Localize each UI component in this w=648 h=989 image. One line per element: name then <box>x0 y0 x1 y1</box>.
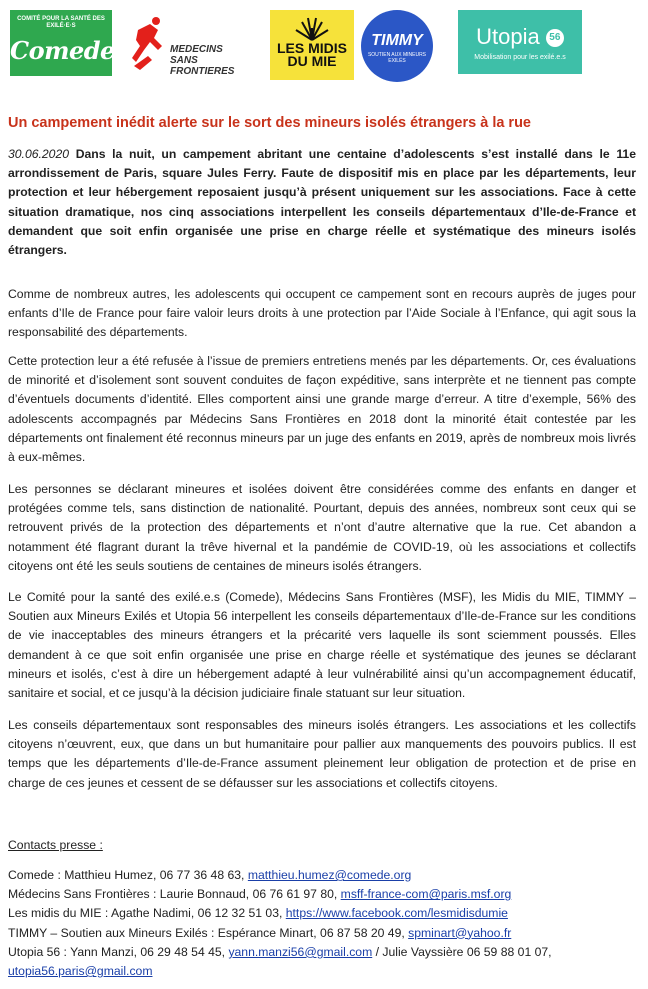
logo-bar <box>0 6 648 90</box>
page-title: Un campement inédit alerte sur le sort des mineurs isolés étrangers à la rue <box>8 115 531 131</box>
body-paragraph-4: Le Comité pour la santé des exilé.e.s (Comede), Médecins Sans Frontières (MSF), les Midis du MIE, TIMMY – Soutien aux Mineurs Exilés et Utopia 56 interpellent les conseils départementaux d’Ile-de-France sur les conditions de vie inacceptables des mineurs étrangers et la précarité vers laquelle ils sont sciemment poussés. Elles demandent à ce que soit enfin organisée une prise en charge réelle et systématique des jeunes se déclarant mineurs et isolés, c’est à dire un hébergement adapté à leur vulnérabilité ainsi qu’un accompagnement éducatif, sanitaire et social, et ce jusqu’à la décision judiciaire finale statuant sur leur situation. <box>8 590 636 701</box>
contacts-list <box>8 866 552 981</box>
contact-midis: Les midis du MIE : Agathe Nadimi, 06 12 32 51 03, https://www.facebook.com/lesmidisdumie <box>8 906 508 921</box>
timmy-logo-title: TIMMY <box>371 32 423 49</box>
body-paragraph-2: Cette protection leur a été refusée à l’issue de premiers entretiens menés par les départements. Or, ces évaluations de minorité et d’isolement sont souvent conduites de façon expéditive, sans interprète et ne tiennent pas compte d’éventuels documents d’identité. Elles comportent ainsi une grande marge d’erreur. A titre d’exemple, 56% des adolescents accompagnés par Médecins Sans Frontières en 2018 dont la minorité était contestée par les départements ont finalement été reconnus mineurs par un juge des enfants en 2019, après de nombreux mois livrés à eux-mêmes. <box>8 354 636 465</box>
contact-timmy: TIMMY – Soutien aux Mineurs Exilés : Espérance Minart, 06 87 58 20 49, spminart@yahoo.fr <box>8 925 512 940</box>
msf-logo-name: MEDECINS SANS FRONTIERES <box>170 44 235 77</box>
timmy-logo-subtitle: SOUTIEN AUX MINEURS EXILÉS <box>367 52 427 64</box>
contact-utopia-email-link[interactable]: yann.manzi56@gmail.com <box>228 944 373 959</box>
contact-msf: Médecins Sans Frontières : Laurie Bonnaud, 06 76 61 97 80, msff-france-com@paris.msf.org <box>8 887 512 902</box>
body-paragraph-3: Les personnes se déclarant mineures et isolées doivent être considérées comme des enfants en danger et protégées comme tels, sans distinction de nationalité. Pourtant, depuis des années, nombreux sont ceux qui se retrouvent privés de la protection des départements et n’ont d’autre alternative que la rue. Cet abandon a notamment été flagrant durant la trêve hivernal et la pandémie de COVID-19, où les associations et collectifs citoyens ont été les seuls soutiens de centaines de mineurs isolés étrangers. <box>8 482 636 573</box>
msf-runner-icon <box>128 16 172 72</box>
utopia-logo-subtitle: Mobilisation pour les exilé.e.s <box>474 54 566 61</box>
utopia56-logo <box>458 10 582 74</box>
sun-hands-icon <box>292 14 332 42</box>
lead-paragraph <box>8 145 636 260</box>
midis-logo-text: LES MIDIS DU MIE <box>276 40 347 69</box>
contact-comede: Comede : Matthieu Humez, 06 77 36 48 63, matthieu.humez@comede.org <box>8 868 412 882</box>
contact-timmy-email-link[interactable]: spminart@yahoo.fr <box>408 925 512 940</box>
contact-utopia-paris-email-link[interactable]: utopia56.paris@gmail.com <box>8 964 153 979</box>
timmy-logo <box>361 10 433 82</box>
contact-msf-email-link[interactable]: msff-france-com@paris.msf.org <box>340 887 512 902</box>
contact-utopia-paris <box>8 962 552 981</box>
midis-du-mie-logo <box>270 10 354 80</box>
press-date: 30.06.2020 <box>8 147 69 161</box>
comede-logo-title: Comede <box>10 36 115 65</box>
contact-utopia: Utopia 56 : Yann Manzi, 06 29 48 54 45, yann.manzi56@gmail.com / Julie Vayssière 06 59 88 01 07, <box>8 944 552 959</box>
lead-text: Dans la nuit, un campement abritant une centaine d’adolescents s’est installé dans le 11e arrondissement de Paris, square Jules Ferry. Faute de dispositif mis en place par les départements, leur protection et leur hébergement reposaient jusqu’à présent uniquement sur les associations. Face à cette situation dramatique, nos cinq associations interpellent les conseils départementaux d’Ile-de-France et demandent que soit enfin organisée une prise en charge réelle et systématique des mineurs isolés étrangers. <box>8 147 636 258</box>
utopia-logo-title: Utopia 56 <box>458 24 582 50</box>
msf-logo <box>128 16 256 76</box>
comede-logo <box>10 10 115 76</box>
contact-comede-email-link[interactable]: matthieu.humez@comede.org <box>247 868 412 882</box>
comede-logo-subtitle: COMITÉ POUR LA SANTÉ DES EXILÉ·E·S <box>17 16 105 29</box>
body-paragraph-5: Les conseils départementaux sont responsables des mineurs isolés étrangers. Les associations et les collectifs citoyens n’œuvrent, eux, que dans un but humanitaire pour pallier aux manquements des pouvoirs publics. Il est temps que les départements d’Ile-de-France assument pleinement leur obligation de protection et de prise en charge de ces jeunes et cessent de se défausser sur les associations et collectifs citoyens. <box>8 718 636 790</box>
contacts-heading: Contacts presse : <box>8 838 103 852</box>
body-paragraph-1: Comme de nombreux autres, les adolescents qui occupent ce campement sont en recours auprès de juges pour enfants d’Ile de France pour faire valoir leurs droits à une protection par l’Aide Sociale à l’Enfance, qui agit sous la responsabilité des départements. <box>8 287 636 340</box>
contact-midis-facebook-link[interactable]: https://www.facebook.com/lesmidisdumie <box>285 906 508 921</box>
